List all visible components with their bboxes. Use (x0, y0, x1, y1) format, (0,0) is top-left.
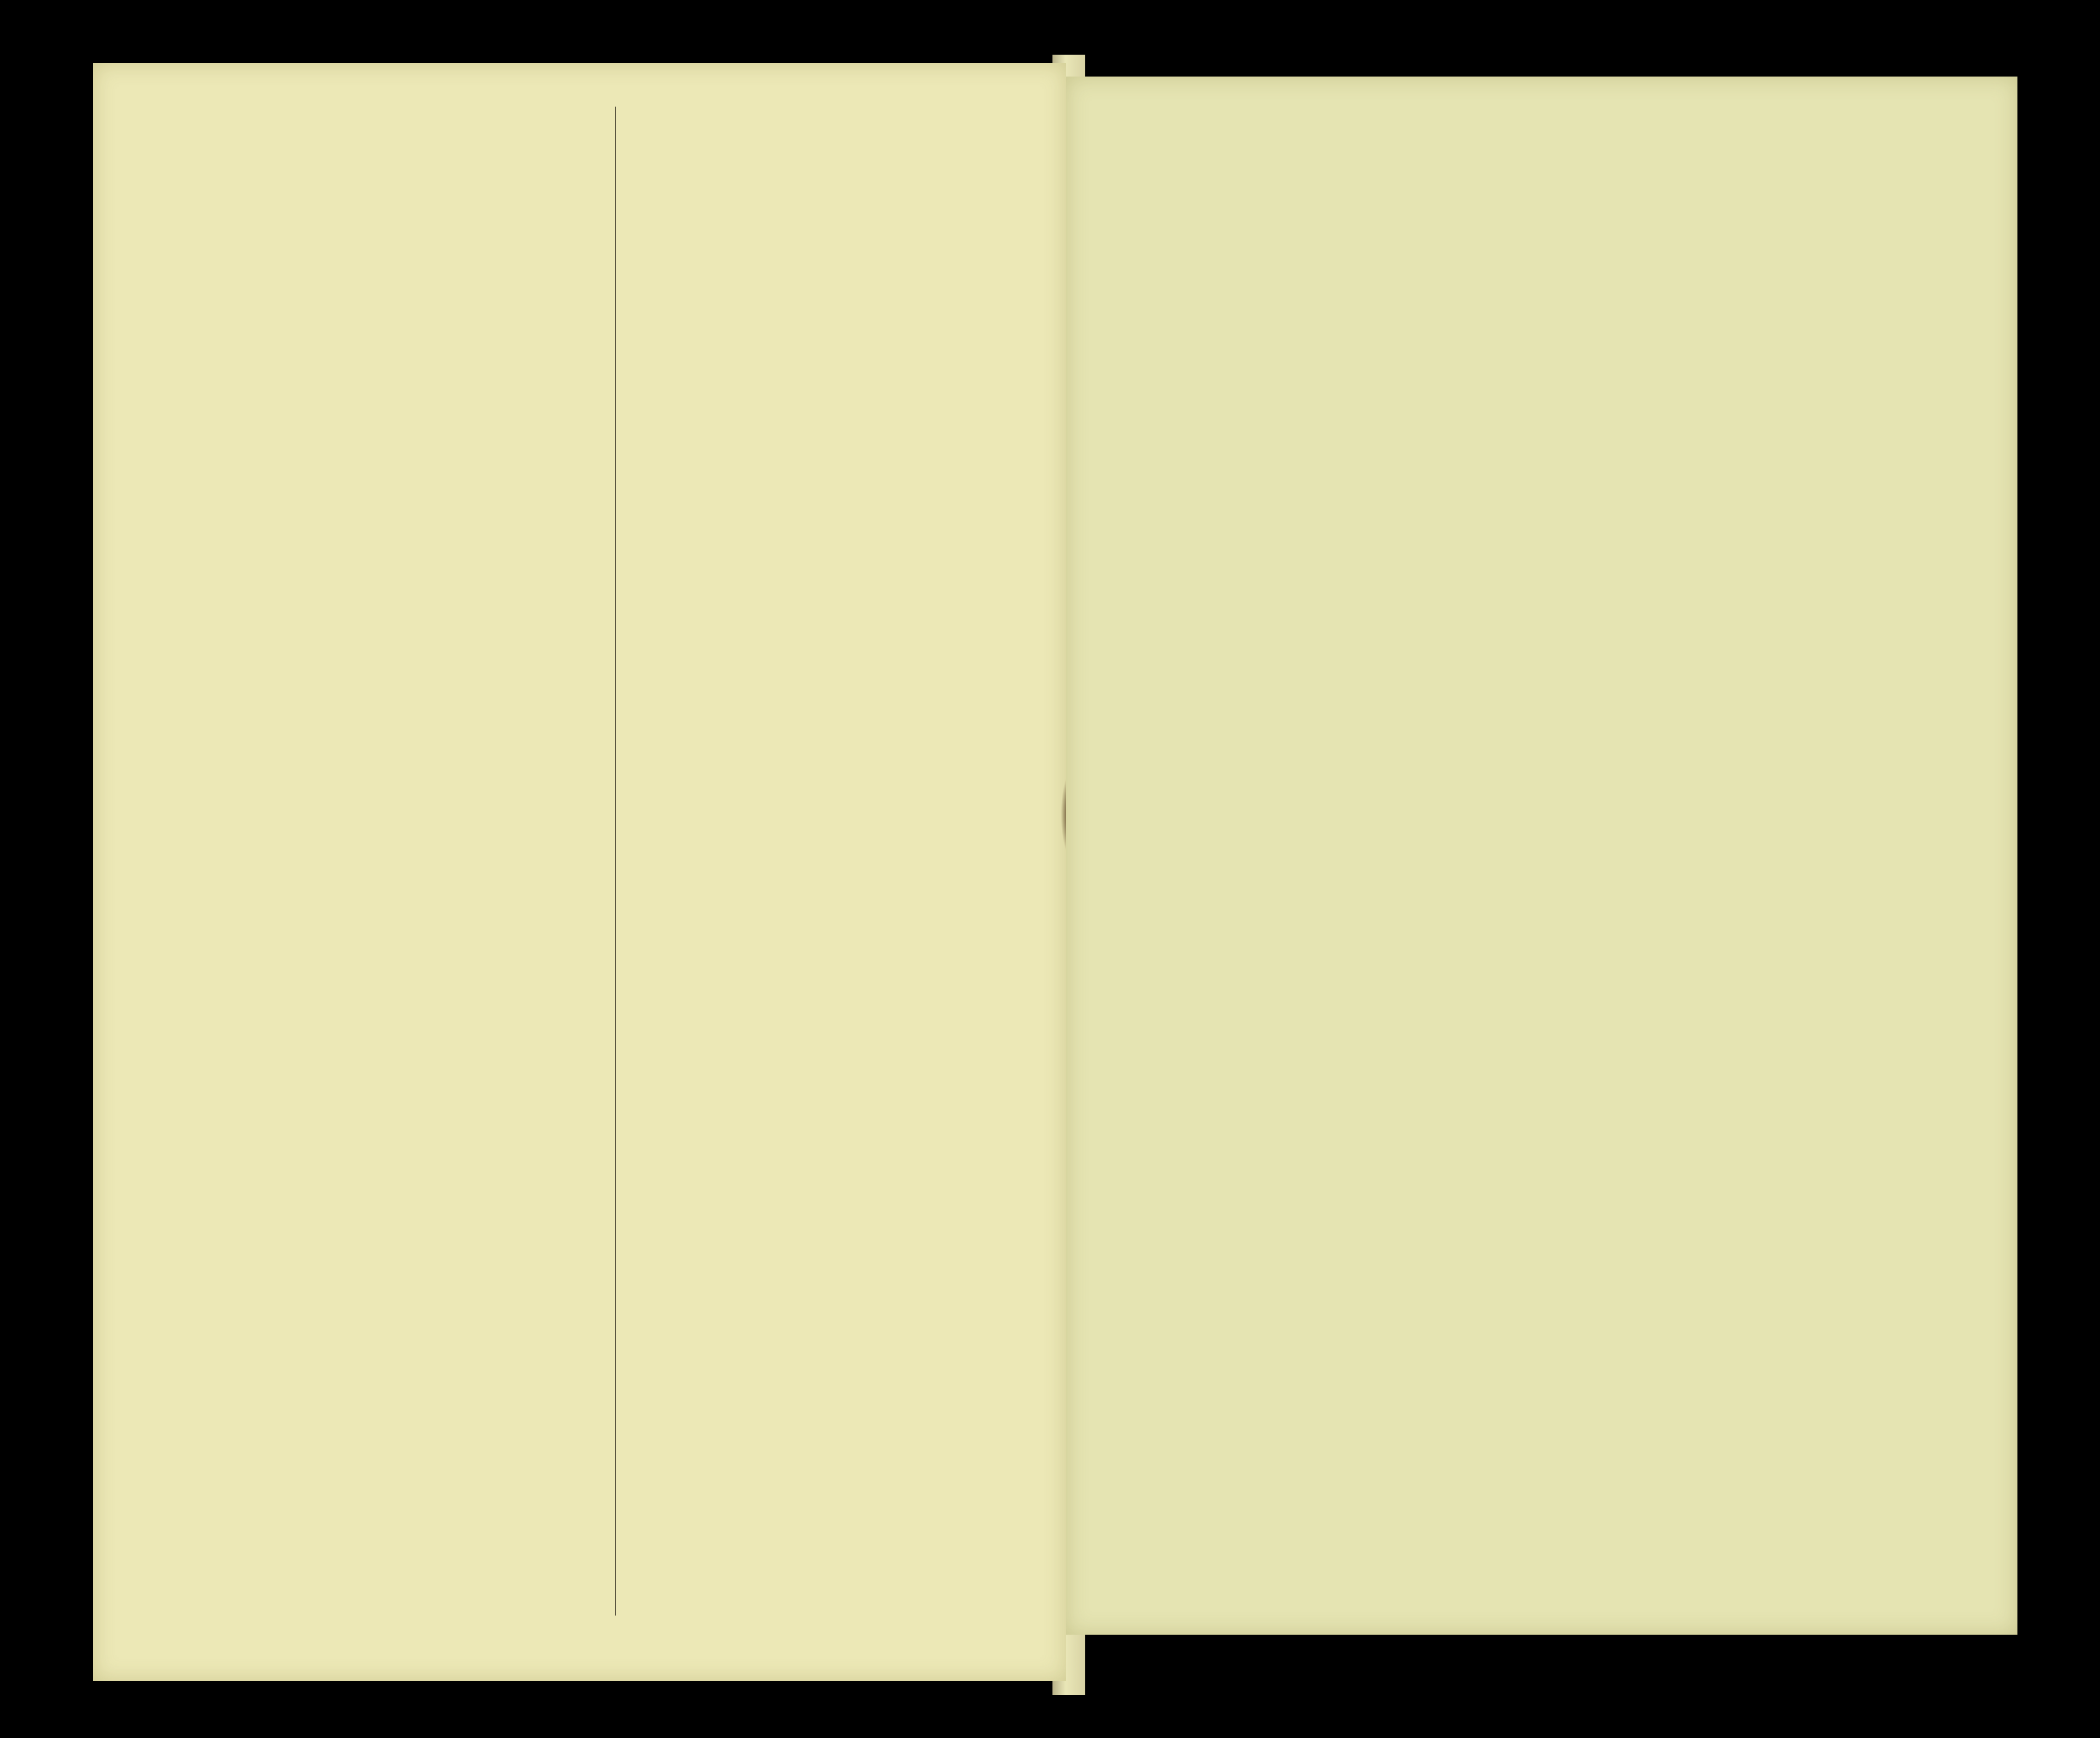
census-table-grid (1066, 77, 2017, 1635)
right-page-census-table (1066, 77, 2017, 1635)
column-divider (615, 107, 616, 1616)
table-lines (1066, 77, 2017, 1635)
left-page-instructions (93, 63, 1066, 1681)
